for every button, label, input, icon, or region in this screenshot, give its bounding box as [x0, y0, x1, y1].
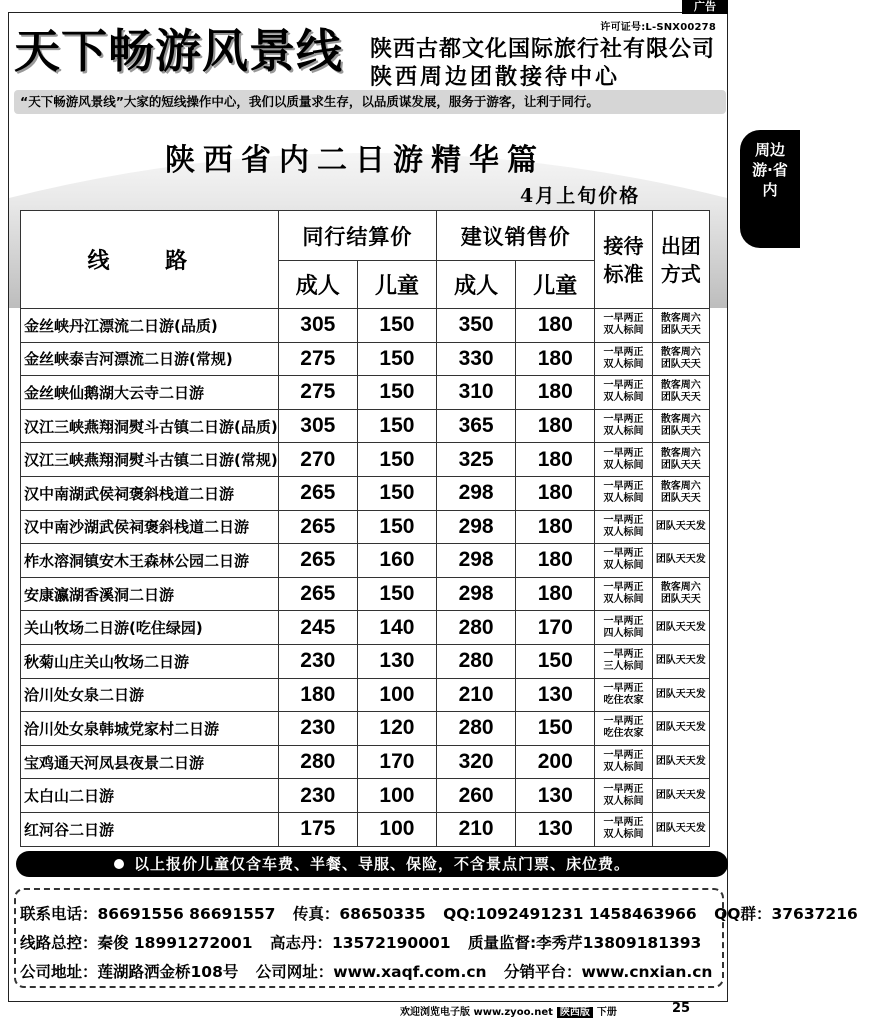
standard-line: 一早两正 [603, 313, 644, 325]
contact-line-address [20, 958, 718, 987]
standard-cell [595, 644, 652, 678]
trade-adult-cell: 265 [278, 510, 357, 544]
contact-route-manager: 线路总控：秦俊 18991272001 [20, 934, 253, 952]
mode-line: 团队天天发 [655, 789, 706, 801]
retail-adult-cell: 325 [437, 443, 516, 477]
retail-child-cell: 150 [516, 712, 595, 746]
table-row [21, 644, 710, 678]
table-row [21, 544, 710, 578]
standard-line: 一早两正 [603, 817, 644, 829]
contact-website: 公司网址：www.xaqf.com.cn [255, 963, 487, 981]
standard-line: 吃住农家 [603, 694, 644, 706]
standard-line: 一早两正 [603, 615, 644, 627]
trade-child-cell: 140 [357, 611, 436, 645]
standard-cell [595, 309, 652, 343]
retail-child-cell: 180 [516, 476, 595, 510]
trade-child-cell: 150 [357, 510, 436, 544]
mode-line: 团队天天 [660, 594, 701, 606]
mode-line: 团队天天发 [655, 621, 706, 633]
page-number: 25 [672, 1001, 691, 1016]
standard-line: 一早两正 [603, 481, 644, 493]
route-cell: 汉中南沙湖武侯祠褒斜栈道二日游 [21, 510, 279, 544]
table-row [21, 409, 710, 443]
trade-child-cell: 100 [357, 779, 436, 813]
trade-adult-cell: 305 [278, 409, 357, 443]
header-trade-adult: 成人 [278, 261, 357, 309]
standard-line: 一早两正 [603, 649, 644, 661]
mode-cell [652, 443, 709, 477]
retail-child-cell: 130 [516, 812, 595, 846]
header-retail-adult: 成人 [437, 261, 516, 309]
standard-line: 一早两正 [603, 682, 644, 694]
retail-adult-cell: 350 [437, 309, 516, 343]
contact-phone: 联系电话：86691556 86691557 [20, 905, 276, 923]
retail-adult-cell: 365 [437, 409, 516, 443]
table-row [21, 577, 710, 611]
contact-address: 公司地址：莲湖路洒金桥108号 [20, 963, 239, 981]
license-number: 许可证号:L-SNX00278 [600, 22, 716, 33]
header-trade-price: 同行结算价 [278, 211, 436, 261]
route-cell: 安康瀛湖香溪洞二日游 [21, 577, 279, 611]
standard-cell [595, 779, 652, 813]
standard-line: 双人标间 [603, 493, 644, 505]
header-route: 线 路 [21, 211, 279, 309]
standard-line: 一早两正 [603, 380, 644, 392]
retail-adult-cell: 298 [437, 510, 516, 544]
retail-child-cell: 180 [516, 309, 595, 343]
contact-distribution: 分销平台：www.cnxian.cn [503, 963, 713, 981]
footer [400, 1003, 617, 1018]
mode-cell [652, 745, 709, 779]
standard-line: 一早两正 [603, 514, 644, 526]
standard-line: 一早两正 [603, 447, 644, 459]
retail-child-cell: 180 [516, 376, 595, 410]
footer-volume: 下册 [596, 1007, 617, 1018]
retail-adult-cell: 310 [437, 376, 516, 410]
retail-child-cell: 180 [516, 443, 595, 477]
mode-line: 团队天天发 [655, 554, 706, 566]
company-name: 陕西古都文化国际旅行社有限公司 [370, 37, 716, 62]
route-cell: 汉江三峡燕翔洞熨斗古镇二日游(品质) [21, 409, 279, 443]
standard-line: 双人标间 [603, 459, 644, 471]
edition-badge: 陕西版 [557, 1007, 593, 1018]
route-cell: 太白山二日游 [21, 779, 279, 813]
contact-line-staff [20, 929, 718, 958]
retail-adult-cell: 330 [437, 342, 516, 376]
mode-cell [652, 510, 709, 544]
contact-box [14, 888, 858, 988]
standard-line: 三人标间 [603, 661, 644, 673]
trade-child-cell: 150 [357, 376, 436, 410]
contact-fax: 传真：68650335 [292, 905, 426, 923]
retail-child-cell: 180 [516, 409, 595, 443]
trade-adult-cell: 230 [278, 644, 357, 678]
standard-cell [595, 544, 652, 578]
table-row [21, 376, 710, 410]
trade-adult-cell: 230 [278, 712, 357, 746]
ad-tag: 广告 [682, 0, 728, 14]
mode-line: 散客周六 [660, 380, 701, 392]
contact-qq: QQ:1092491231 1458463966 [443, 905, 697, 923]
mode-cell [652, 812, 709, 846]
mode-line: 散客周六 [660, 447, 701, 459]
route-cell: 关山牧场二日游(吃住绿园) [21, 611, 279, 645]
header-mode: 出团方式 [652, 211, 709, 309]
retail-adult-cell: 260 [437, 779, 516, 813]
mode-cell [652, 309, 709, 343]
contact-staff: 高志丹：13572190001 [269, 934, 451, 952]
header-retail-price: 建议销售价 [437, 211, 595, 261]
table-row [21, 510, 710, 544]
route-cell: 汉中南湖武侯祠褒斜栈道二日游 [21, 476, 279, 510]
table-row [21, 712, 710, 746]
route-cell: 宝鸡通天河凤县夜景二日游 [21, 745, 279, 779]
contact-qq-group: QQ群：37637216 [714, 905, 858, 923]
header-retail-child: 儿童 [516, 261, 595, 309]
side-tab-line: 周边 [754, 141, 785, 159]
standard-cell [595, 376, 652, 410]
route-cell: 洽川处女泉韩城党家村二日游 [21, 712, 279, 746]
retail-adult-cell: 298 [437, 476, 516, 510]
mode-line: 团队天天发 [655, 823, 706, 835]
trade-adult-cell: 305 [278, 309, 357, 343]
standard-line: 双人标间 [603, 325, 644, 337]
trade-adult-cell: 245 [278, 611, 357, 645]
mode-line: 散客周六 [660, 414, 701, 426]
brand-logo-text: 天下畅游风景线 [14, 24, 343, 78]
standard-line: 一早两正 [603, 582, 644, 594]
mode-line: 团队天天发 [655, 655, 706, 667]
contact-quality: 质量监督:李秀芹13809181393 [467, 934, 702, 952]
mode-cell [652, 779, 709, 813]
trade-adult-cell: 175 [278, 812, 357, 846]
trade-adult-cell: 275 [278, 342, 357, 376]
trade-adult-cell: 265 [278, 577, 357, 611]
trade-child-cell: 160 [357, 544, 436, 578]
standard-line: 一早两正 [603, 346, 644, 358]
table-row [21, 779, 710, 813]
trade-adult-cell: 180 [278, 678, 357, 712]
table-row [21, 611, 710, 645]
slogan-bar: “天下畅游风景线”大家的短线操作中心，我们以质量求生存，以品质谋发展，服务于游客，让利于同行。 [14, 90, 726, 114]
trade-child-cell: 130 [357, 644, 436, 678]
company-subtitle: 陕西周边团散接待中心 [370, 64, 621, 90]
route-cell: 秋菊山庄关山牧场二日游 [21, 644, 279, 678]
route-cell: 金丝峡泰吉河漂流二日游(常规) [21, 342, 279, 376]
trade-child-cell: 150 [357, 476, 436, 510]
retail-adult-cell: 320 [437, 745, 516, 779]
standard-cell [595, 745, 652, 779]
retail-child-cell: 130 [516, 779, 595, 813]
retail-child-cell: 180 [516, 577, 595, 611]
trade-child-cell: 170 [357, 745, 436, 779]
table-row [21, 812, 710, 846]
retail-adult-cell: 280 [437, 712, 516, 746]
standard-cell [595, 510, 652, 544]
footnote-text: 以上报价儿童仅含车费、半餐、导服、保险，不含景点门票、床位费。 [133, 855, 630, 873]
table-row [21, 443, 710, 477]
standard-line: 双人标间 [603, 392, 644, 404]
mode-line: 团队天天发 [655, 688, 706, 700]
standard-cell [595, 409, 652, 443]
standard-line: 一早两正 [603, 414, 644, 426]
trade-child-cell: 150 [357, 342, 436, 376]
mode-line: 团队天天 [660, 426, 701, 438]
retail-child-cell: 180 [516, 510, 595, 544]
standard-line: 一早两正 [603, 783, 644, 795]
retail-adult-cell: 280 [437, 644, 516, 678]
retail-adult-cell: 210 [437, 812, 516, 846]
route-cell: 洽川处女泉二日游 [21, 678, 279, 712]
mode-cell [652, 476, 709, 510]
trade-child-cell: 100 [357, 812, 436, 846]
bullet-dot-icon [114, 859, 124, 869]
standard-line: 双人标间 [603, 762, 644, 774]
trade-child-cell: 120 [357, 712, 436, 746]
route-cell: 汉江三峡燕翔洞熨斗古镇二日游(常规) [21, 443, 279, 477]
standard-cell [595, 611, 652, 645]
side-tab-line: 游·省 [752, 161, 788, 179]
mode-cell [652, 376, 709, 410]
mode-line: 团队天天 [660, 325, 701, 337]
standard-cell [595, 812, 652, 846]
header-trade-child: 儿童 [357, 261, 436, 309]
header-standard: 接待标准 [595, 211, 652, 309]
trade-child-cell: 150 [357, 577, 436, 611]
mode-line: 散客周六 [660, 346, 701, 358]
mode-cell [652, 644, 709, 678]
standard-line: 双人标间 [603, 594, 644, 606]
retail-child-cell: 200 [516, 745, 595, 779]
mode-cell [652, 678, 709, 712]
trade-child-cell: 150 [357, 309, 436, 343]
trade-child-cell: 150 [357, 409, 436, 443]
retail-child-cell: 150 [516, 644, 595, 678]
trade-child-cell: 100 [357, 678, 436, 712]
price-footnote [16, 851, 728, 877]
standard-line: 双人标间 [603, 829, 644, 841]
mode-line: 散客周六 [660, 582, 701, 594]
trade-adult-cell: 230 [278, 779, 357, 813]
mode-line: 团队天天 [660, 493, 701, 505]
table-row [21, 678, 710, 712]
retail-adult-cell: 210 [437, 678, 516, 712]
mode-line: 团队天天 [660, 392, 701, 404]
trade-child-cell: 150 [357, 443, 436, 477]
trade-adult-cell: 280 [278, 745, 357, 779]
retail-child-cell: 130 [516, 678, 595, 712]
route-cell: 金丝峡丹江漂流二日游(品质) [21, 309, 279, 343]
retail-adult-cell: 280 [437, 611, 516, 645]
trade-adult-cell: 270 [278, 443, 357, 477]
mode-cell [652, 342, 709, 376]
trade-adult-cell: 265 [278, 476, 357, 510]
side-tab-line: 内 [762, 181, 778, 199]
table-row [21, 745, 710, 779]
standard-line: 双人标间 [603, 426, 644, 438]
standard-line: 一早两正 [603, 716, 644, 728]
standard-cell [595, 342, 652, 376]
mode-cell [652, 611, 709, 645]
price-date: 4月上旬价格 [520, 185, 641, 207]
standard-cell [595, 678, 652, 712]
route-cell: 柞水溶洞镇安木王森林公园二日游 [21, 544, 279, 578]
table-row [21, 309, 710, 343]
standard-line: 双人标间 [603, 795, 644, 807]
retail-adult-cell: 298 [437, 544, 516, 578]
price-table [20, 210, 710, 847]
footer-text: 欢迎浏览电子版 www.zyoo.net [400, 1007, 553, 1018]
standard-cell [595, 476, 652, 510]
mode-cell [652, 409, 709, 443]
route-cell: 红河谷二日游 [21, 812, 279, 846]
standard-line: 双人标间 [603, 526, 644, 538]
mode-line: 团队天天发 [655, 756, 706, 768]
trade-adult-cell: 265 [278, 544, 357, 578]
standard-line: 一早两正 [603, 548, 644, 560]
standard-line: 双人标间 [603, 358, 644, 370]
contact-line-phone [20, 900, 858, 929]
mode-line: 团队天天 [660, 459, 701, 471]
mode-cell [652, 544, 709, 578]
mode-line: 散客周六 [660, 481, 701, 493]
mode-line: 团队天天发 [655, 722, 706, 734]
side-category-tab [740, 130, 800, 248]
retail-child-cell: 170 [516, 611, 595, 645]
standard-line: 一早两正 [603, 750, 644, 762]
standard-line: 双人标间 [603, 560, 644, 572]
standard-cell [595, 577, 652, 611]
mode-cell [652, 577, 709, 611]
page-title: 陕西省内二日游精华篇 [165, 143, 545, 178]
mode-line: 散客周六 [660, 313, 701, 325]
standard-line: 四人标间 [603, 627, 644, 639]
standard-line: 吃住农家 [603, 728, 644, 740]
mode-cell [652, 712, 709, 746]
retail-child-cell: 180 [516, 342, 595, 376]
standard-cell [595, 443, 652, 477]
table-row [21, 342, 710, 376]
mode-line: 团队天天发 [655, 520, 706, 532]
standard-cell [595, 712, 652, 746]
retail-adult-cell: 298 [437, 577, 516, 611]
table-row [21, 476, 710, 510]
route-cell: 金丝峡仙鹅湖大云寺二日游 [21, 376, 279, 410]
trade-adult-cell: 275 [278, 376, 357, 410]
mode-line: 团队天天 [660, 358, 701, 370]
retail-child-cell: 180 [516, 544, 595, 578]
